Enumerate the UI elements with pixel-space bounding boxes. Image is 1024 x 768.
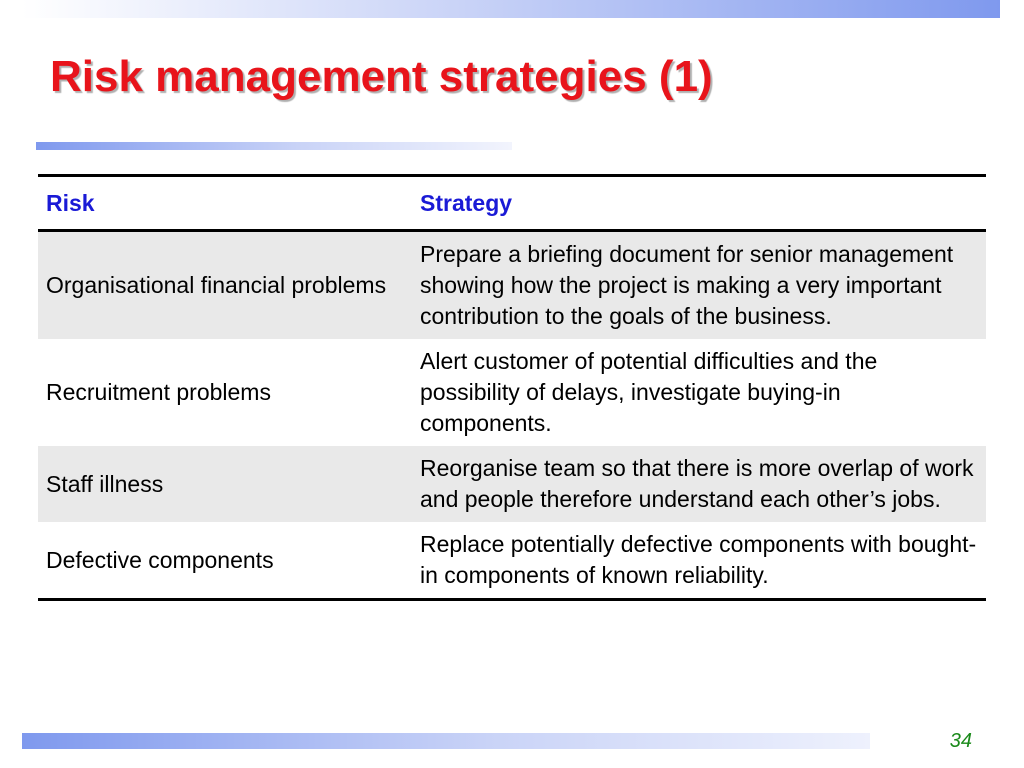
slide-title: Risk management strategies (1) [50,52,713,101]
title-underline-bar [36,142,512,150]
table-row [38,339,986,446]
table-row [38,231,986,340]
strategy-column-header: Strategy [412,177,986,231]
strategy-cell: Prepare a briefing document for senior management showing how the project is making a very important contribution to the goals of the business. [412,231,986,340]
strategy-cell: Reorganise team so that there is more overlap of work and people therefore understand each other’s jobs. [412,446,986,522]
bottom-accent-bar [22,733,870,749]
risk-cell: Organisational financial problems [38,231,412,340]
table-row [38,446,986,522]
risk-cell: Recruitment problems [46,379,271,405]
risk-cell: Defective components [46,546,274,573]
page-number: 34 [949,730,972,752]
strategy-cell: Replace potentially defective components with bought-in components of known reliability. [420,531,977,588]
top-accent-bar [22,0,1000,18]
risk-column-header: Risk [38,177,412,231]
risk-strategy-table [38,174,986,601]
risk-cell: Staff illness [38,446,412,522]
table-row [38,522,986,598]
strategy-cell: Alert customer of potential difficulties and the possibility of delays, investigate buying-in components. [420,348,878,436]
table-header-row [38,177,986,231]
